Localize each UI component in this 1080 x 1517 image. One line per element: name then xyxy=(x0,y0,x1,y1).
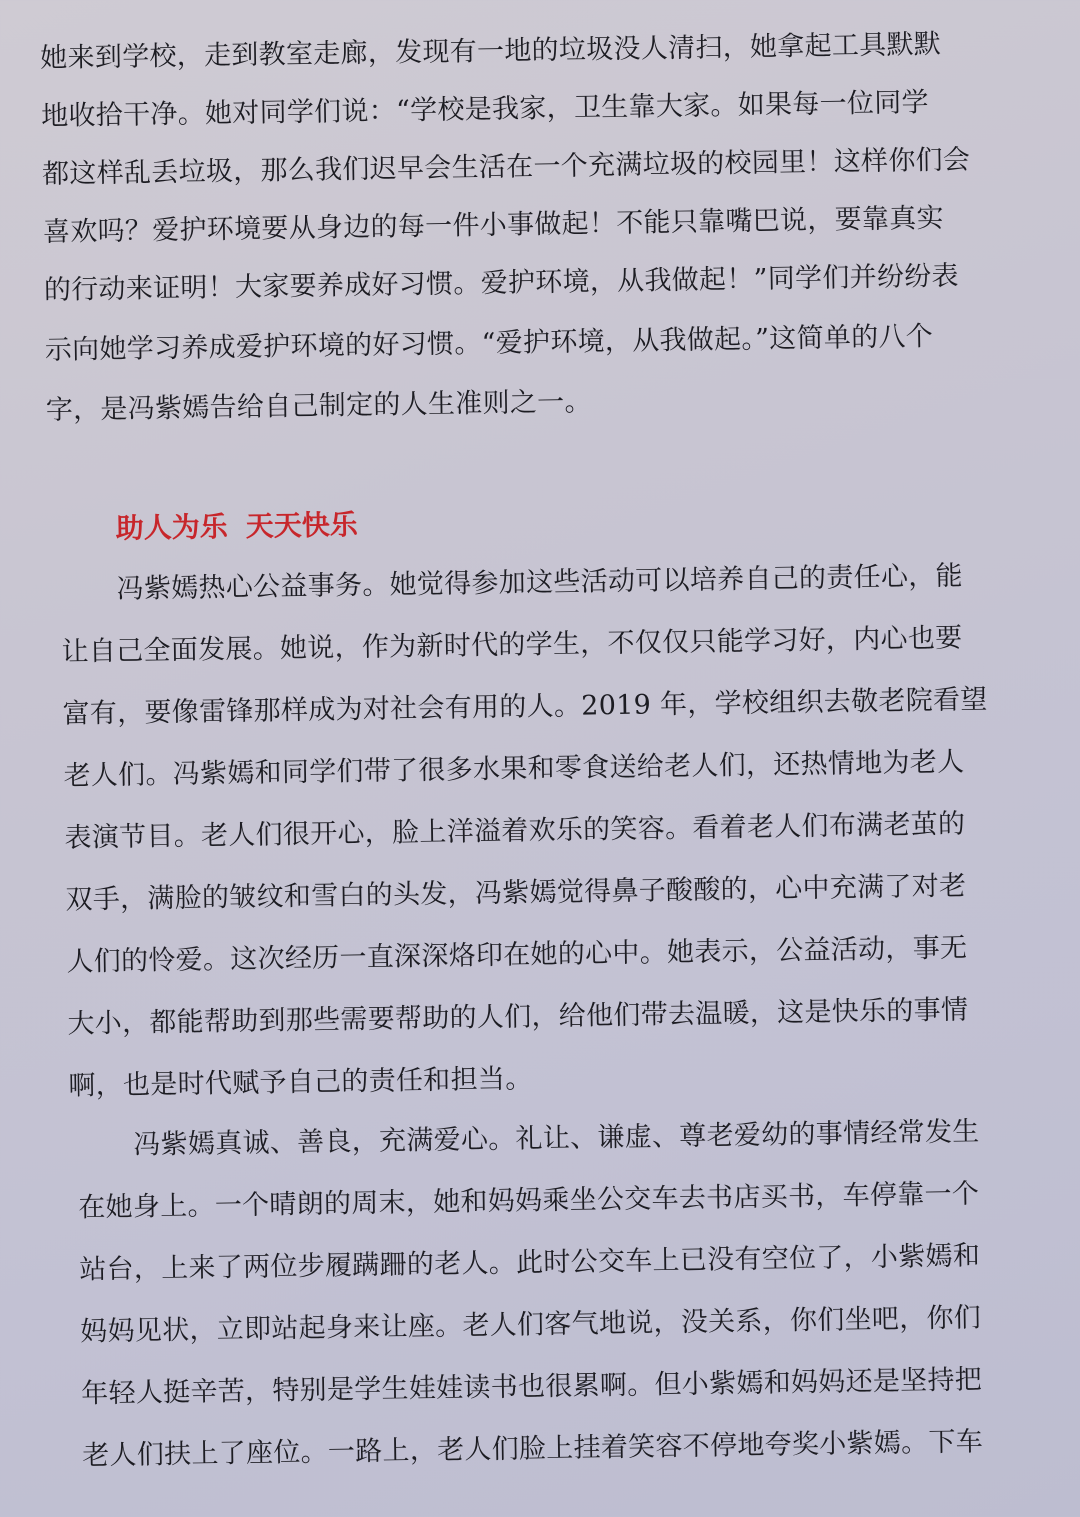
text-line: 冯紫嫣热心公益事务。她觉得参加这些活动可以培养自己的责任心，能 xyxy=(116,560,964,605)
text-line: 老人们扶上了座位。一路上，老人们脸上挂着笑容不停地夸奖小紫嫣。下车 xyxy=(82,1426,984,1472)
section-heading xyxy=(115,507,358,547)
text-line: 双手，满脸的皱纹和雪白的头发，冯紫嫣觉得鼻子酸酸的，心中充满了对老 xyxy=(65,870,967,916)
section-heading-part1: 助人为乐 xyxy=(115,510,228,545)
paragraph-1 xyxy=(0,0,1079,426)
text-line: 喜欢吗？爱护环境要从身边的每一件小事做起！不能只靠嘴巴说，要靠真实 xyxy=(42,202,945,248)
text-line: 地收拾干净。她对同学们说：“学校是我家，卫生靠大家。如果每一位同学 xyxy=(40,87,930,132)
text-line: 的行动来证明！大家要养成好习惯。爱护环境，从我做起！”同学们并纷纷表 xyxy=(43,260,960,306)
text-line: 都这样乱丢垃圾，那么我们迟早会生活在一个充满垃圾的校园里！这样你们会 xyxy=(41,144,971,190)
section-heading-part2: 天天快乐 xyxy=(245,508,358,543)
text-line: 老人们。冯紫嫣和同学们带了很多水果和零食送给老人们，还热情地为老人 xyxy=(63,746,965,792)
text-line: 她来到学校，走到教室走廊，发现有一地的垃圾没人清扫，她拿起工具默默 xyxy=(40,28,942,74)
text-line: 表演节目。老人们很开心，脸上洋溢着欢乐的笑容。看着老人们布满老茧的 xyxy=(64,808,966,854)
text-line: 冯紫嫣真诚、善良，充满爱心。礼让、谦虚、尊老爱幼的事情经常发生 xyxy=(133,1116,980,1161)
text-line: 让自己全面发展。她说，作为新时代的学生，不仅仅只能学习好，内心也要 xyxy=(61,622,963,668)
text-line: 大小，都能帮助到那些需要帮助的人们，给他们带去温暖，这是快乐的事情 xyxy=(67,994,969,1040)
text-line: 富有，要像雷锋那样成为对社会有用的人。2019 年，学校组织去敬老院看望 xyxy=(62,684,988,730)
text-line: 年轻人挺辛苦，特别是学生娃娃读书也很累啊。但小紫嫣和妈妈还是坚持把 xyxy=(81,1364,983,1410)
text-line: 字，是冯紫嫣告给自己制定的人生准则之一。 xyxy=(45,386,592,426)
text-line: 示向她学习养成爱护环境的好习惯。“爱护环境，从我做起。”这简单的八个 xyxy=(44,321,934,366)
text-line: 在她身上。一个晴朗的周末，她和妈妈乘坐公交车去书店买书，车停靠一个 xyxy=(78,1178,980,1224)
text-line: 妈妈见状，立即站起身来让座。老人们客气地说，没关系，你们坐吧，你们 xyxy=(80,1302,982,1348)
text-line: 啊，也是时代赋予自己的责任和担当。 xyxy=(68,1063,533,1102)
text-line: 人们的怜爱。这次经历一直深深烙印在她的心中。她表示，公益活动，事无 xyxy=(66,932,968,978)
text-line: 站台，上来了两位步履蹒跚的老人。此时公交车上已没有空位了，小紫嫣和 xyxy=(79,1240,981,1286)
